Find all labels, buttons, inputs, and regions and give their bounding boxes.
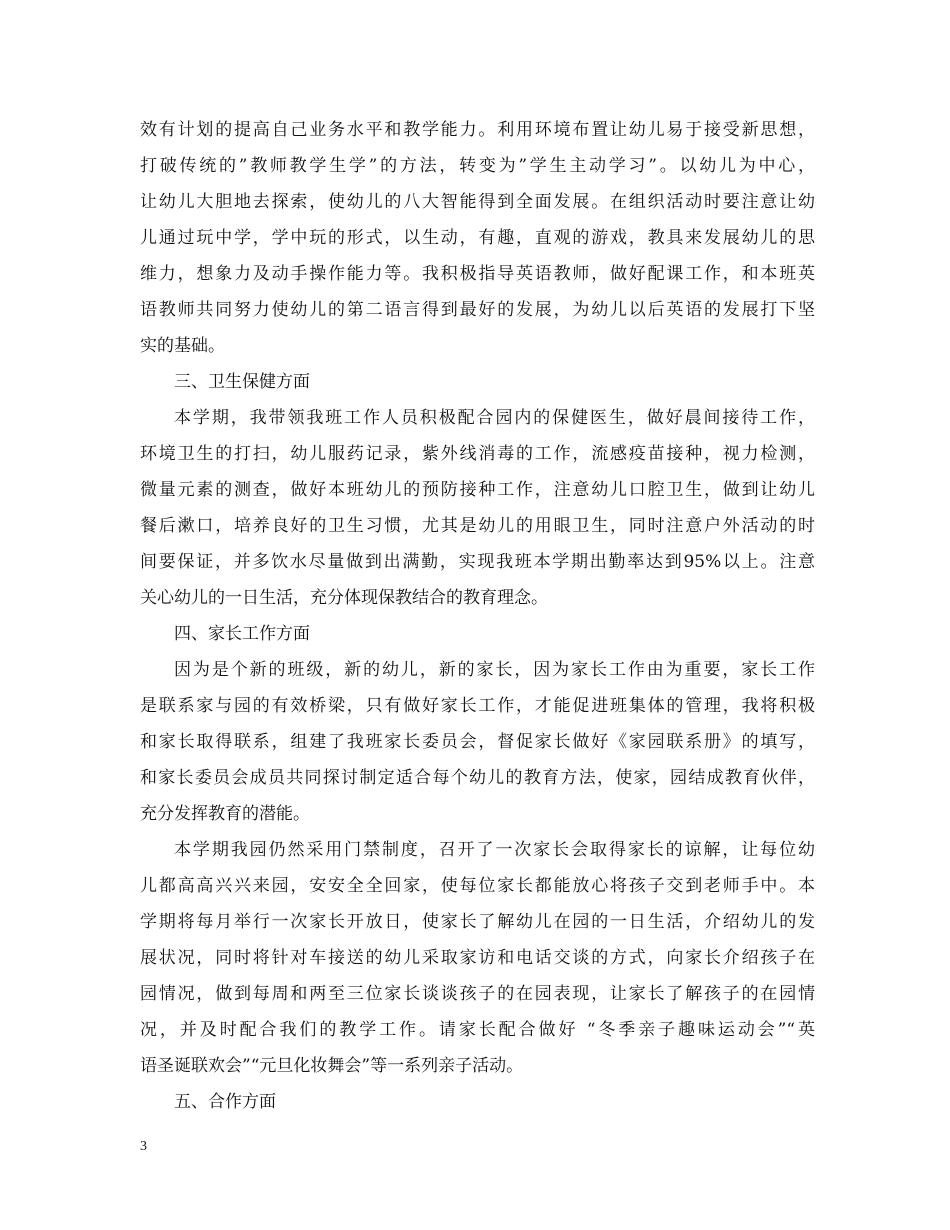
text-line: 况，并及时配合我们的教学工作。请家长配合做好 “冬季亲子趣味运动会”“英 <box>140 1020 815 1040</box>
text-line: 儿都高高兴兴来园，安安全全回家，使每位家长都能放心将孩子交到老师手中。本 <box>140 876 815 896</box>
text-line: 本学期，我带领我班工作人员积极配合园内的保健医生，做好晨间接待工作， <box>174 408 815 428</box>
text-line: 效有计划的提高自己业务水平和教学能力。利用环境布置让幼儿易于接受新思想， <box>140 120 815 140</box>
text-line: 三、卫生保健方面 <box>174 372 310 392</box>
text-line: 充分发挥教育的潜能。 <box>140 804 310 824</box>
text-line: 维力，想象力及动手操作能力等。我积极指导英语教师，做好配课工作，和本班英 <box>140 264 815 284</box>
text-line: 因为是个新的班级，新的幼儿，新的家长，因为家长工作由为重要，家长工作 <box>174 660 815 680</box>
text-line: 园情况，做到每周和两至三位家长谈谈孩子的在园表现，让家长了解孩子的在园情 <box>140 984 815 1004</box>
text-line: 打破传统的”教师教学生学”的方法，转变为”学生主动学习”。以幼儿为中心， <box>140 156 815 176</box>
text-line: 是联系家与园的有效桥梁，只有做好家长工作，才能促进班集体的管理，我将积极 <box>140 696 815 716</box>
text-line: 微量元素的测查，做好本班幼儿的预防接种工作，注意幼儿口腔卫生，做到让幼儿 <box>140 480 815 500</box>
document-body <box>140 112 815 1120</box>
text-line: 儿通过玩中学，学中玩的形式，以生动，有趣，直观的游戏，教具来发展幼儿的思 <box>140 228 815 248</box>
text-line: 和家长委员会成员共同探讨制定适合每个幼儿的教育方法，使家，园结成教育伙伴， <box>140 768 815 788</box>
text-line: 语教师共同努力使幼儿的第二语言得到最好的发展，为幼儿以后英语的发展打下坚 <box>140 300 815 320</box>
text-line: 学期将每月举行一次家长开放日，使家长了解幼儿在园的一日生活，介绍幼儿的发 <box>140 912 815 932</box>
text-line: 餐后漱口，培养良好的卫生习惯，尤其是幼儿的用眼卫生，同时注意户外活动的时 <box>140 516 815 536</box>
text-line: 关心幼儿的一日生活，充分体现保教结合的教育理念。 <box>140 588 548 608</box>
page-number: 3 <box>140 1139 147 1154</box>
text-line: 语圣诞联欢会”“元旦化妆舞会”等一系列亲子活动。 <box>140 1056 524 1076</box>
text-line: 展状况，同时将针对车接送的幼儿采取家访和电话交谈的方式，向家长介绍孩子在 <box>140 948 815 968</box>
text-line: 本学期我园仍然采用门禁制度，召开了一次家长会取得家长的谅解，让每位幼 <box>174 840 815 860</box>
text-line: 环境卫生的打扫，幼儿服药记录，紫外线消毒的工作，流感疫苗接种，视力检测， <box>140 444 815 464</box>
text-line: 四、家长工作方面 <box>174 624 310 644</box>
text-line: 五、合作方面 <box>174 1092 276 1112</box>
text-line: 实的基础。 <box>140 336 225 356</box>
text-line: 间要保证，并多饮水尽量做到出满勤，实现我班本学期出勤率达到95%以上。注意 <box>140 552 815 572</box>
text-line: 让幼儿大胆地去探索，使幼儿的八大智能得到全面发展。在组织活动时要注意让幼 <box>140 192 815 212</box>
text-line: 和家长取得联系，组建了我班家长委员会，督促家长做好《家园联系册》的填写， <box>140 732 815 752</box>
